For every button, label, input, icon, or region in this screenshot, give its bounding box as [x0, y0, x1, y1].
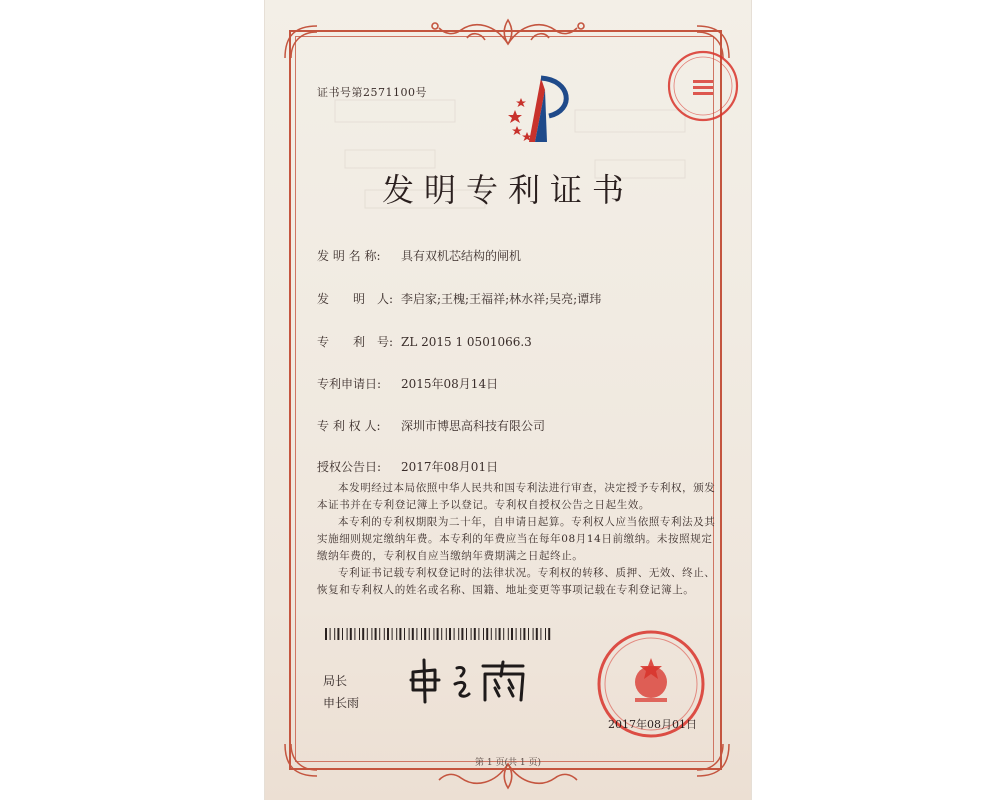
barcode-bar — [433, 628, 434, 640]
barcode-bar — [528, 628, 529, 640]
field-grant-date — [317, 458, 498, 475]
barcode-bar — [375, 628, 377, 640]
barcode-bar — [342, 628, 343, 640]
field-label: 授权公告日: — [317, 460, 382, 474]
barcode-bar — [325, 628, 327, 640]
barcode-bar — [520, 628, 521, 640]
barcode-bar — [399, 628, 401, 640]
field-patentee — [317, 417, 545, 434]
field-inventors — [317, 290, 601, 307]
barcode-bar — [483, 628, 484, 640]
field-label: 专利申请日: — [317, 377, 382, 391]
barcode-bar — [454, 628, 455, 640]
field-value: ZL 2015 1 0501066.3 — [401, 335, 532, 349]
field-value: 2015年08月14日 — [401, 377, 499, 391]
barcode — [325, 628, 553, 640]
patent-office-emblem — [501, 70, 581, 150]
field-label: 发 明 人: — [317, 292, 394, 306]
page-footer: 第 1 页(共 1 页) — [475, 758, 541, 768]
barcode-bar — [471, 628, 472, 640]
field-value: 李启家;王槐;王福祥;林水祥;吴亮;谭玮 — [401, 292, 602, 306]
barcode-bar — [396, 628, 397, 640]
barcode-bar — [412, 628, 414, 640]
barcode-bar — [523, 628, 525, 640]
field-label: 专 利 号: — [317, 335, 394, 349]
barcode-bar — [404, 628, 405, 640]
barcode-bar — [416, 628, 417, 640]
field-filing-date — [317, 375, 498, 392]
barcode-bar — [384, 628, 385, 640]
barcode-bar — [379, 628, 380, 640]
barcode-bar — [409, 628, 410, 640]
field-value: 具有双机芯结构的闸机 — [401, 249, 522, 263]
barcode-bar — [437, 628, 439, 640]
barcode-bar — [503, 628, 504, 640]
certificate-number: 证书号第2571100号 — [317, 86, 427, 99]
barcode-bar — [508, 628, 509, 640]
field-value: 2017年08月01日 — [401, 460, 499, 474]
barcode-bar — [347, 628, 348, 640]
agency-corner-seal — [663, 46, 743, 126]
director-name: 申长雨 — [323, 696, 360, 710]
barcode-bar — [387, 628, 389, 640]
barcode-bar — [548, 628, 550, 640]
barcode-bar — [491, 628, 492, 640]
barcode-bar — [441, 628, 442, 640]
barcode-bar — [354, 628, 355, 640]
barcode-bar — [474, 628, 476, 640]
barcode-bar — [330, 628, 331, 640]
barcode-bar — [533, 628, 534, 640]
field-label: 发 明 名 称: — [317, 249, 381, 263]
field-patent-number — [317, 333, 532, 350]
certificate-body — [317, 480, 717, 599]
barcode-bar — [421, 628, 422, 640]
director-signature — [405, 654, 545, 706]
barcode-bar — [359, 628, 360, 640]
top-ornament — [425, 14, 591, 48]
corner-ornament-top-left — [281, 22, 321, 62]
barcode-bar — [367, 628, 368, 640]
barcode-bar — [511, 628, 513, 640]
barcode-bar — [337, 628, 339, 640]
barcode-bar — [334, 628, 335, 640]
barcode-bar — [362, 628, 364, 640]
barcode-bar — [495, 628, 496, 640]
barcode-bar — [458, 628, 459, 640]
body-paragraph: 专利证书记载专利权登记时的法律状况。专利权的转移、质押、无效、终止、恢复和专利权人的姓名或名称、国籍、地址变更等事项记载在专利登记簿上。 — [317, 567, 716, 596]
field-label: 专 利 权 人: — [317, 419, 381, 433]
barcode-bar — [392, 628, 393, 640]
barcode-bar — [449, 628, 451, 640]
barcode-bar — [461, 628, 463, 640]
barcode-bar — [446, 628, 447, 640]
body-paragraph: 本专利的专利权期限为二十年，自申请日起算。专利权人应当依照专利法及其实施细则规定缴纳年费。本专利的年费应当在每年08月14日前缴纳。未按照规定缴纳年费的，专利权自应当缴纳年费期满之日起终止。 — [317, 516, 716, 562]
barcode-bar — [371, 628, 372, 640]
barcode-bar — [424, 628, 426, 640]
field-value: 深圳市博思高科技有限公司 — [401, 419, 546, 433]
barcode-bar — [499, 628, 501, 640]
barcode-bar — [486, 628, 488, 640]
certificate-sheet — [265, 0, 751, 800]
barcode-bar — [540, 628, 541, 640]
barcode-bar — [466, 628, 467, 640]
body-paragraph: 本发明经过本局依照中华人民共和国专利法进行审查，决定授予专利权，颁发本证书并在专利登记簿上予以登记。专利权自授权公告之日起生效。 — [317, 482, 716, 511]
barcode-bar — [545, 628, 546, 640]
barcode-bar — [516, 628, 517, 640]
field-invention-name — [317, 247, 521, 264]
barcode-bar — [478, 628, 479, 640]
barcode-bar — [350, 628, 352, 640]
barcode-bar — [536, 628, 538, 640]
certificate-title: 发明专利证书 — [381, 171, 634, 209]
barcode-bar — [429, 628, 430, 640]
stamp-date: 2017年08月01日 — [608, 718, 697, 731]
director-title: 局长 — [323, 674, 348, 688]
